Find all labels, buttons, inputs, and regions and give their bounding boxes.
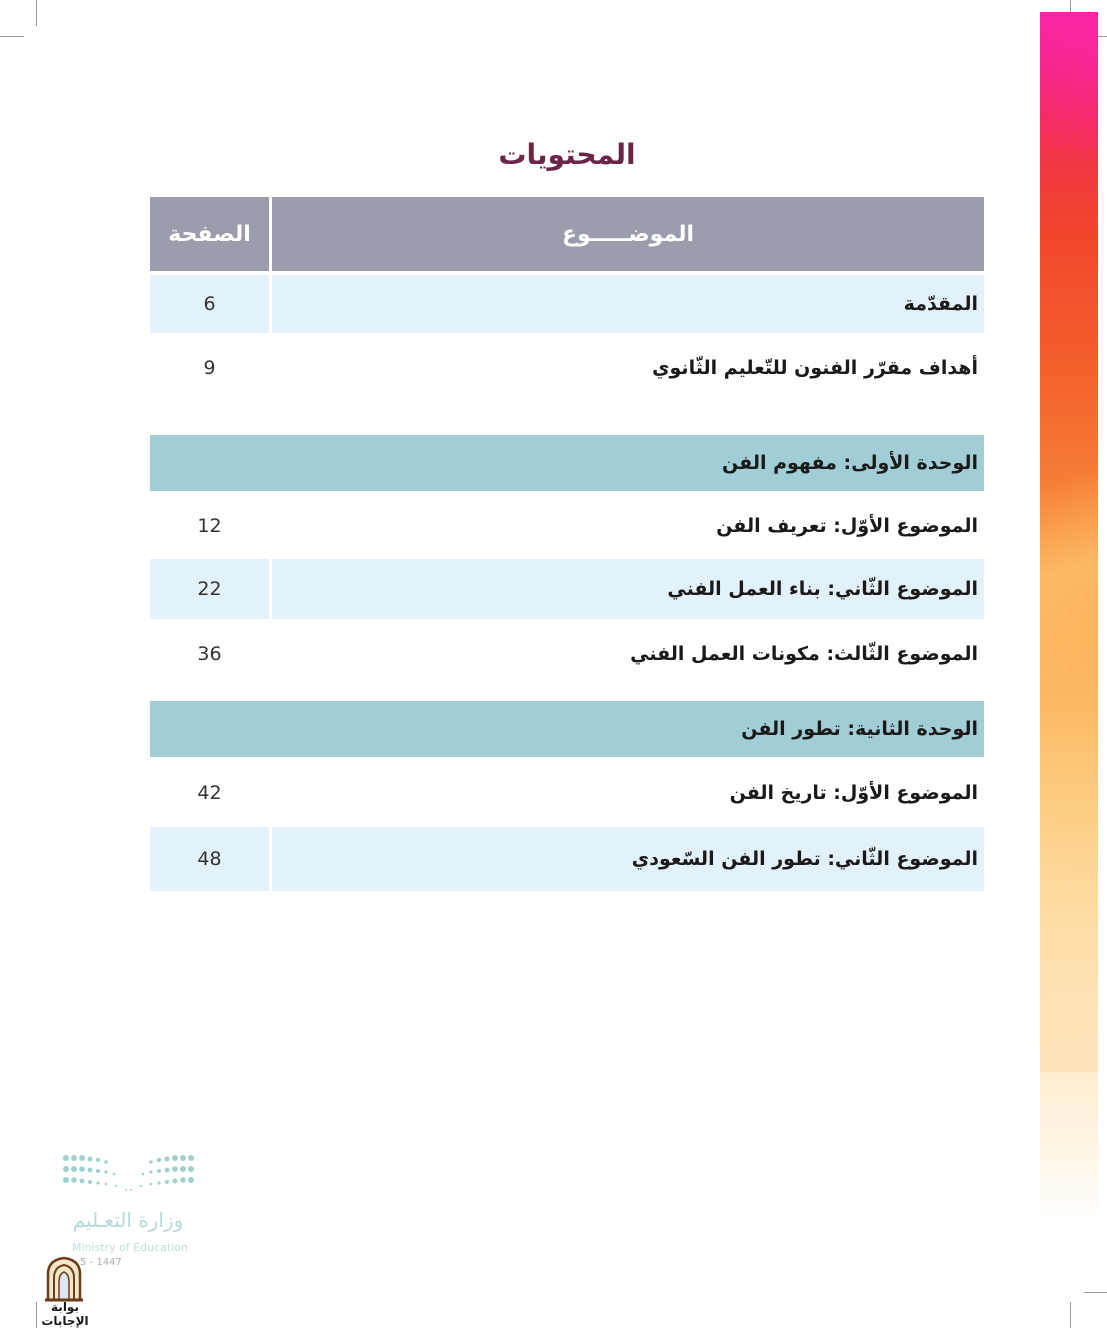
decorative-gradient-strip [1040,12,1098,1222]
row-page: 36 [197,643,222,665]
unit-row [150,435,984,491]
table-row [150,497,984,555]
row-topic: الموضوع الثّالث: مكونات العمل الفني [630,643,978,665]
crop-mark [1084,1292,1107,1293]
table-row [150,275,984,333]
row-page: 9 [203,357,216,379]
row-topic: أهداف مقرّر الفنون للتّعليم الثّانوي [652,357,978,379]
table-row [150,339,984,397]
row-page: 6 [150,275,269,333]
unit-title: الوحدة الثانية: تطور الفن [150,701,984,757]
header-page: الصفحة [150,197,269,271]
crop-mark [0,36,24,37]
row-topic: الموضوع الثّاني: بناء العمل الفني [272,559,984,619]
ministry-name-arabic: وزارة التعـليم [72,1208,184,1232]
ministry-logo-icon [60,1152,200,1212]
row-page: 48 [150,827,269,891]
row-topic: الموضوع الأوّل: تعريف الفن [716,515,978,537]
table-row [150,827,984,891]
crop-mark [36,0,37,26]
ministry-year: 5 - 1447 [80,1257,122,1268]
header-topic: الموضـــــوع [272,197,984,271]
page-title: المحتويات [498,138,636,171]
table-header [150,197,984,271]
row-topic: المقدّمة [272,275,984,333]
unit-title: الوحدة الأولى: مفهوم الفن [150,435,984,491]
table-row [150,763,984,823]
watermark-label: بوابة الإجابات [41,1300,89,1328]
row-page: 22 [150,559,269,619]
row-page: 42 [197,782,222,804]
table-row [150,625,984,683]
gate-icon [44,1256,84,1302]
table-row [150,559,984,619]
ministry-name-english: Ministry of Education [71,1241,188,1254]
unit-row [150,701,984,757]
row-page: 12 [197,515,222,537]
crop-mark [1070,1302,1071,1328]
row-topic: الموضوع الثّاني: تطور الفن السّعودي [272,827,984,891]
row-topic: الموضوع الأوّل: تاريخ الفن [729,782,978,804]
